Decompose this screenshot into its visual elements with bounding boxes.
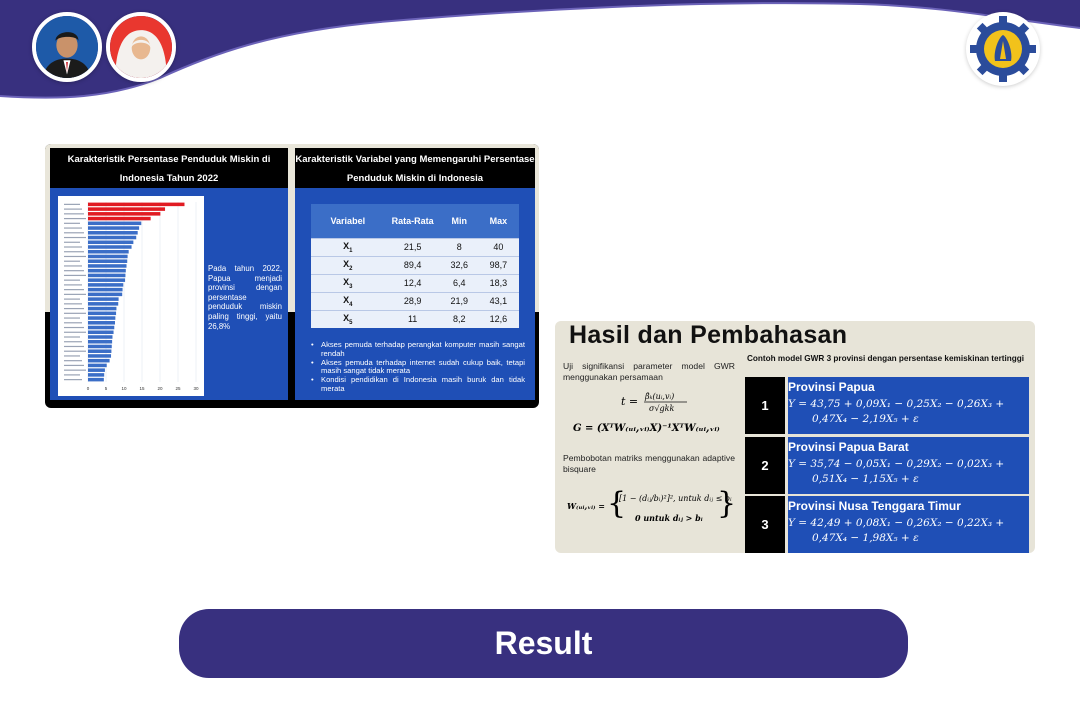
table-cell: 12,4 — [385, 274, 441, 292]
category-label-mark — [64, 251, 84, 252]
chart-bar — [88, 269, 126, 273]
variable-symbol: X — [343, 294, 350, 305]
person-avatar-icon — [36, 16, 98, 78]
category-label-mark — [64, 299, 80, 300]
chart-bar — [88, 250, 129, 254]
category-label-mark — [64, 280, 80, 281]
table-cell: 8,2 — [441, 310, 478, 328]
category-label-mark — [64, 232, 84, 233]
tick-label: 0 — [86, 386, 90, 391]
tick-label: 10 — [121, 386, 127, 391]
category-label-mark — [64, 374, 80, 375]
chart-bar — [88, 349, 111, 353]
category-label-mark — [64, 242, 80, 243]
row-number: 2 — [745, 437, 785, 494]
table-row — [311, 292, 519, 310]
chart-bar — [88, 302, 118, 306]
category-label-mark — [64, 341, 82, 342]
variable-subscript: 1 — [349, 247, 353, 254]
table-cell: 12,6 — [478, 310, 519, 328]
table-cell: 18,3 — [478, 274, 519, 292]
panel-title: Karakteristik Persentase Penduduk Miskin di Indonesia Tahun 2022 — [50, 148, 288, 188]
chart-bar — [88, 278, 125, 282]
table-cell: 40 — [478, 238, 519, 256]
category-label-mark — [64, 289, 84, 290]
variable-subscript: 4 — [349, 301, 353, 308]
model-row — [745, 437, 1029, 494]
table-row — [311, 238, 519, 256]
province-name: Provinsi Papua Barat — [788, 440, 909, 454]
poverty-characteristics-panel — [50, 148, 288, 400]
left-slide — [45, 144, 539, 408]
examples-title: Contoh model GWR 3 provinsi dengan persentase kemiskinan tertinggi — [747, 354, 1025, 363]
chart-bar — [88, 354, 111, 358]
chart-bar — [88, 359, 110, 363]
category-label-mark — [64, 360, 82, 361]
model-card — [788, 496, 1029, 553]
variables-table — [311, 204, 519, 328]
chart-bar — [88, 212, 160, 216]
table-header: Variabel — [311, 204, 385, 238]
svg-text:0 untuk dᵢⱼ > bᵢ: 0 untuk dᵢⱼ > bᵢ — [635, 513, 703, 523]
poverty-bar-chart — [58, 196, 204, 396]
table-header: Max — [478, 204, 519, 238]
formula-line: 0,47X₄ − 1,98X₅ + ε — [812, 532, 919, 544]
variable-subscript: 2 — [349, 265, 353, 272]
category-label-mark — [64, 370, 86, 371]
its-emblem-icon — [966, 12, 1040, 86]
category-label-mark — [64, 270, 84, 271]
tick-label: 20 — [157, 386, 163, 391]
chart-bar — [88, 297, 119, 301]
variables-panel — [295, 148, 535, 400]
svg-text:σ√gkk: σ√gkk — [649, 404, 675, 413]
chart-bar — [88, 240, 133, 244]
variable-name — [311, 256, 385, 274]
province-name: Provinsi Papua — [788, 380, 875, 394]
chart-bar — [88, 245, 132, 249]
formula-line: Y = 43,75 + 0,09X₁ − 0,25X₂ − 0,26X₃ + — [788, 398, 1005, 410]
category-label-mark — [64, 313, 86, 314]
category-label-mark — [64, 256, 86, 257]
chart-bar — [88, 231, 138, 235]
table-cell: 21,9 — [441, 292, 478, 310]
person-avatar-icon — [110, 16, 172, 78]
category-label-mark — [64, 204, 80, 205]
row-number: 1 — [745, 377, 785, 434]
avatar — [106, 12, 176, 82]
chart-bar — [88, 226, 139, 230]
category-label-mark — [64, 218, 86, 219]
table-header: Min — [441, 204, 478, 238]
chart-bar — [88, 373, 104, 377]
category-label-mark — [64, 365, 84, 366]
tick-label: 30 — [193, 386, 199, 391]
formula-line: 0,51X₄ − 1,15X₅ + ε — [812, 473, 919, 485]
table-cell: 11 — [385, 310, 441, 328]
panel-title: Karakteristik Variabel yang Memengaruhi Persentase Penduduk Miskin di Indonesia — [295, 148, 535, 188]
svg-text:{: { — [607, 486, 627, 521]
category-label-mark — [64, 317, 80, 318]
chart-bar — [88, 312, 116, 316]
category-label-mark — [64, 322, 82, 323]
formula-line: Y = 42,49 + 0,08X₁ − 0,26X₂ − 0,22X₃ + — [788, 517, 1005, 529]
tick-label: 15 — [139, 386, 145, 391]
formula-line: Y = 35,74 − 0,05X₁ − 0,29X₂ − 0,02X₃ + — [788, 458, 1005, 470]
chart-bar — [88, 293, 122, 297]
variable-subscript: 5 — [349, 319, 353, 326]
variable-symbol: X — [343, 276, 350, 287]
category-label-mark — [64, 351, 86, 352]
chart-bar — [88, 321, 115, 325]
chart-bar — [88, 364, 107, 368]
table-row — [311, 310, 519, 328]
variable-symbol: X — [343, 312, 350, 323]
chart-bar — [88, 259, 127, 263]
variable-symbol: X — [343, 258, 350, 269]
category-label-mark — [64, 308, 84, 309]
avatar — [32, 12, 102, 82]
chart-bar — [88, 236, 136, 240]
chart-bar — [88, 264, 127, 268]
chart-bar — [88, 378, 104, 382]
chart-bar — [88, 326, 114, 330]
category-label-mark — [64, 355, 80, 356]
table-cell: 6,4 — [441, 274, 478, 292]
category-label-mark — [64, 213, 84, 214]
category-label-mark — [64, 246, 82, 247]
right-slide — [555, 321, 1035, 553]
variable-name — [311, 310, 385, 328]
chart-bar — [88, 288, 123, 292]
chart-bar — [88, 255, 128, 259]
result-banner: Result — [179, 609, 908, 678]
list-item: • Kondisi pendidikan di Indonesia masih buruk dan tidak merata — [311, 376, 525, 394]
chart-bar — [88, 330, 114, 334]
formula-line: 0,47X₄ − 2,19X₅ + ε — [812, 413, 919, 425]
chart-bar — [88, 283, 123, 287]
table-header: Rata-Rata — [385, 204, 441, 238]
chart-bar — [88, 217, 151, 221]
variable-subscript: 3 — [349, 283, 353, 290]
panel-description: Pada tahun 2022, Papua menjadi provinsi dengan persentase penduduk miskin paling tinggi, yaitu 26,8% — [208, 264, 282, 331]
chart-bar — [88, 307, 116, 311]
province-name: Provinsi Nusa Tenggara Timur — [788, 499, 961, 513]
table-cell: 98,7 — [478, 256, 519, 274]
model-formula — [788, 457, 1004, 487]
model-formula — [788, 397, 1004, 427]
category-label-mark — [64, 265, 82, 266]
table-row — [311, 256, 519, 274]
chart-bar — [88, 368, 105, 372]
chart-bar — [88, 222, 141, 226]
variable-name — [311, 292, 385, 310]
table-cell: 89,4 — [385, 256, 441, 274]
table-cell: 21,5 — [385, 238, 441, 256]
list-item: • Akses pemuda terhadap internet sudah cukup baik, tetapi masih sangat tidak merata — [311, 359, 525, 377]
svg-text:t =: t = — [621, 395, 639, 408]
category-label-mark — [64, 327, 84, 328]
svg-text:W₍ᵤᵢ,ᵥᵢ₎ =: W₍ᵤᵢ,ᵥᵢ₎ = — [567, 501, 605, 511]
row-number: 3 — [745, 496, 785, 553]
chart-bar — [88, 335, 112, 339]
model-row — [745, 377, 1029, 434]
slide-title: Hasil dan Pembahasan — [569, 321, 848, 349]
model-card — [788, 437, 1029, 494]
svg-text:[1 − (dᵢⱼ/bᵢ)²]², untuk dᵢⱼ ≤: [1 − (dᵢⱼ/bᵢ)²]², untuk dᵢⱼ ≤ bᵢ — [619, 494, 732, 503]
tick-label: 25 — [175, 386, 181, 391]
bisquare-weight-equation — [565, 483, 741, 529]
chart-bar — [88, 345, 112, 349]
category-label-mark — [64, 346, 84, 347]
chart-bar — [88, 274, 125, 278]
category-label-mark — [64, 227, 82, 228]
category-label-mark — [64, 284, 82, 285]
table-row — [311, 274, 519, 292]
table-cell: 32,6 — [441, 256, 478, 274]
variable-name — [311, 238, 385, 256]
category-label-mark — [64, 332, 86, 333]
svg-text:G = (XᵀW₍ᵤᵢ,ᵥᵢ₎X)⁻¹XᵀW₍ᵤᵢ,ᵥᵢ₎: G = (XᵀW₍ᵤᵢ,ᵥᵢ₎X)⁻¹XᵀW₍ᵤᵢ,ᵥᵢ₎ — [573, 423, 720, 434]
table-cell: 8 — [441, 238, 478, 256]
table-cell: 28,9 — [385, 292, 441, 310]
table-cell: 43,1 — [478, 292, 519, 310]
chart-bar — [88, 203, 184, 207]
svg-text:β̂ₖ(uᵢ,vᵢ): β̂ₖ(uᵢ,vᵢ) — [645, 392, 675, 401]
category-label-mark — [64, 261, 80, 262]
list-item: • Akses pemuda terhadap perangkat komputer masih sangat rendah — [311, 341, 525, 359]
model-formula — [788, 516, 1004, 546]
category-label-mark — [64, 303, 82, 304]
findings-list — [311, 341, 525, 394]
category-label-mark — [64, 336, 80, 337]
category-label-mark — [64, 237, 86, 238]
variable-name — [311, 274, 385, 292]
variable-symbol: X — [343, 240, 350, 251]
chart-bar — [88, 340, 112, 344]
category-label-mark — [64, 223, 80, 224]
category-label-mark — [64, 379, 82, 380]
category-label-mark — [64, 294, 86, 295]
category-label-mark — [64, 275, 86, 276]
t-test-equation — [565, 387, 741, 437]
weighting-text: Pembobotan matriks menggunakan adaptive bisquare — [563, 453, 735, 474]
svg-text:}: } — [717, 486, 737, 521]
tick-label: 5 — [104, 386, 108, 391]
chart-bar — [88, 207, 165, 211]
model-card — [788, 377, 1029, 434]
chart-bar — [88, 316, 115, 320]
model-row — [745, 496, 1029, 553]
category-label-mark — [64, 209, 82, 210]
significance-text: Uji signifikansi parameter model GWR menggunakan persamaan — [563, 361, 735, 382]
